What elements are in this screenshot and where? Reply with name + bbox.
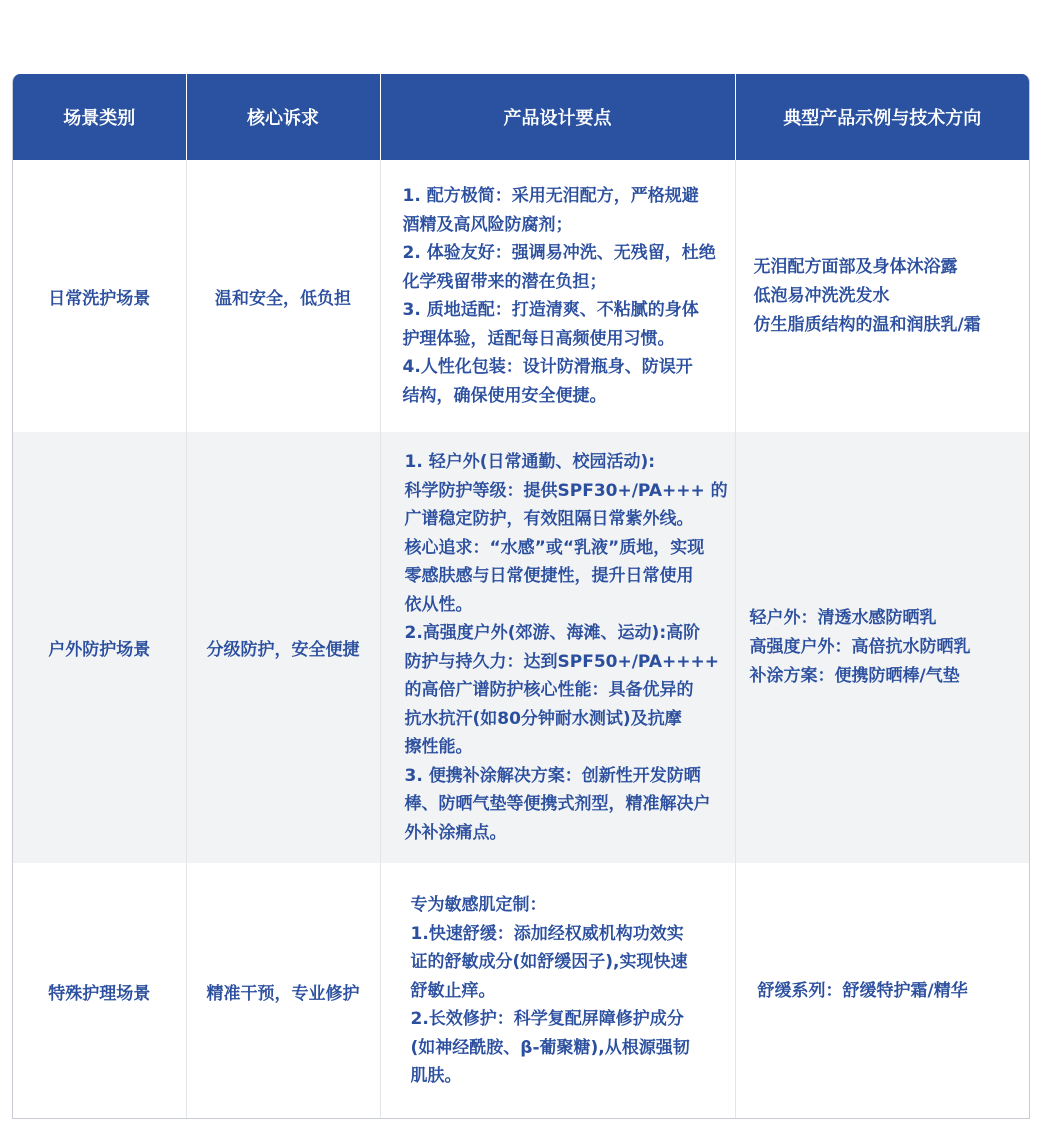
product-example-line: 高强度户外：高倍抗水防晒乳 <box>749 637 971 657</box>
table-header <box>13 74 1029 160</box>
header-design-points: 产品设计要点 <box>380 74 735 160</box>
design-point-line: 2.长效修护：科学复配屏障修护成分 <box>410 1009 684 1030</box>
design-point-line: 护理体验，适配每日高频使用习惯。 <box>402 328 675 349</box>
header-row <box>13 74 1029 160</box>
design-point-line: 3. 质地适配：打造清爽、不粘腻的身体 <box>402 300 699 320</box>
product-design-table <box>13 74 1029 1119</box>
scenario-category-cell: 户外防护场景 <box>13 432 186 863</box>
design-point-line: (如神经酰胺、β-葡聚糖),从根源强韧 <box>410 1037 690 1058</box>
design-point-line: 酒精及高风险防腐剂； <box>402 214 573 235</box>
design-point-line: 外补涂痛点。 <box>404 822 507 843</box>
design-point-line: 证的舒敏成分(如舒缓因子),实现快速 <box>410 952 688 973</box>
design-point-line: 2. 体验友好：强调易冲洗、无残留，杜绝 <box>402 243 716 263</box>
table-row <box>13 432 1029 863</box>
design-point-line: 专为敏感肌定制： <box>410 895 547 916</box>
design-point-line: 依从性。 <box>404 594 473 615</box>
table-body <box>13 160 1029 1119</box>
product-examples-cell <box>735 432 1029 863</box>
product-example-line: 低泡易冲洗洗发水 <box>753 285 890 306</box>
product-example-line: 舒缓系列：舒缓特护霜/精华 <box>757 980 968 1001</box>
design-point-line: 舒敏止痒。 <box>410 980 496 1001</box>
design-point-line: 1.快速舒缓：添加经权威机构功效实 <box>410 923 684 944</box>
design-point-line: 结构，确保使用安全便捷。 <box>402 385 607 406</box>
design-point-line: 核心追求：“水感”或“乳液”质地，实现 <box>404 537 705 558</box>
design-point-line: 化学残留带来的潜在负担； <box>402 271 607 292</box>
scenario-table <box>12 74 1030 1119</box>
design-points-cell <box>380 160 735 432</box>
header-scenario-category: 场景类别 <box>13 74 186 160</box>
core-appeal-cell: 精准干预，专业修护 <box>186 863 380 1119</box>
design-point-line: 3. 便携补涂解决方案：创新性开发防晒 <box>404 765 701 786</box>
design-point-line: 的高倍广谱防护核心性能：具备优异的 <box>404 680 694 700</box>
core-appeal-cell: 分级防护，安全便捷 <box>186 432 380 863</box>
design-point-line: 棒、防晒气垫等便携式剂型，精准解决户 <box>404 794 711 814</box>
scenario-category-cell: 特殊护理场景 <box>13 863 186 1119</box>
table-row <box>13 863 1029 1119</box>
design-point-line: 1. 配方极简：采用无泪配方，严格规避 <box>402 186 699 206</box>
design-point-line: 广谱稳定防护，有效阻隔日常紫外线。 <box>404 509 694 529</box>
design-point-line: 1. 轻户外(日常通勤、校园活动): <box>404 452 656 472</box>
core-appeal-cell: 温和安全，低负担 <box>186 160 380 432</box>
design-point-line: 肌肤。 <box>410 1066 462 1087</box>
table-row <box>13 160 1029 432</box>
product-example-line: 补涂方案：便携防晒棒/气垫 <box>749 666 960 686</box>
scenario-category-cell: 日常洗护场景 <box>13 160 186 432</box>
product-example-line: 轻户外：清透水感防晒乳 <box>749 608 937 628</box>
design-points-cell <box>380 863 735 1119</box>
design-point-line: 科学防护等级：提供SPF30+/PA+++ 的 <box>404 480 728 501</box>
product-example-line: 仿生脂质结构的温和润肤乳/霜 <box>753 314 981 335</box>
product-examples-cell <box>735 160 1029 432</box>
header-core-appeal: 核心诉求 <box>186 74 380 160</box>
product-example-line: 无泪配方面部及身体沐浴露 <box>753 256 958 277</box>
design-point-line: 抗水抗汗(如80分钟耐水测试)及抗摩 <box>404 708 682 729</box>
product-examples-cell <box>735 863 1029 1119</box>
design-point-line: 2.高强度户外(郊游、海滩、运动):高阶 <box>404 623 701 643</box>
design-point-line: 防护与持久力：达到SPF50+/PA++++ <box>404 651 719 672</box>
design-point-line: 4.人性化包装：设计防滑瓶身、防误开 <box>402 357 693 377</box>
design-point-line: 零感肤感与日常便捷性，提升日常使用 <box>404 566 694 586</box>
design-point-line: 擦性能。 <box>404 737 473 757</box>
design-points-cell <box>380 432 735 863</box>
header-product-examples: 典型产品示例与技术方向 <box>735 74 1029 160</box>
